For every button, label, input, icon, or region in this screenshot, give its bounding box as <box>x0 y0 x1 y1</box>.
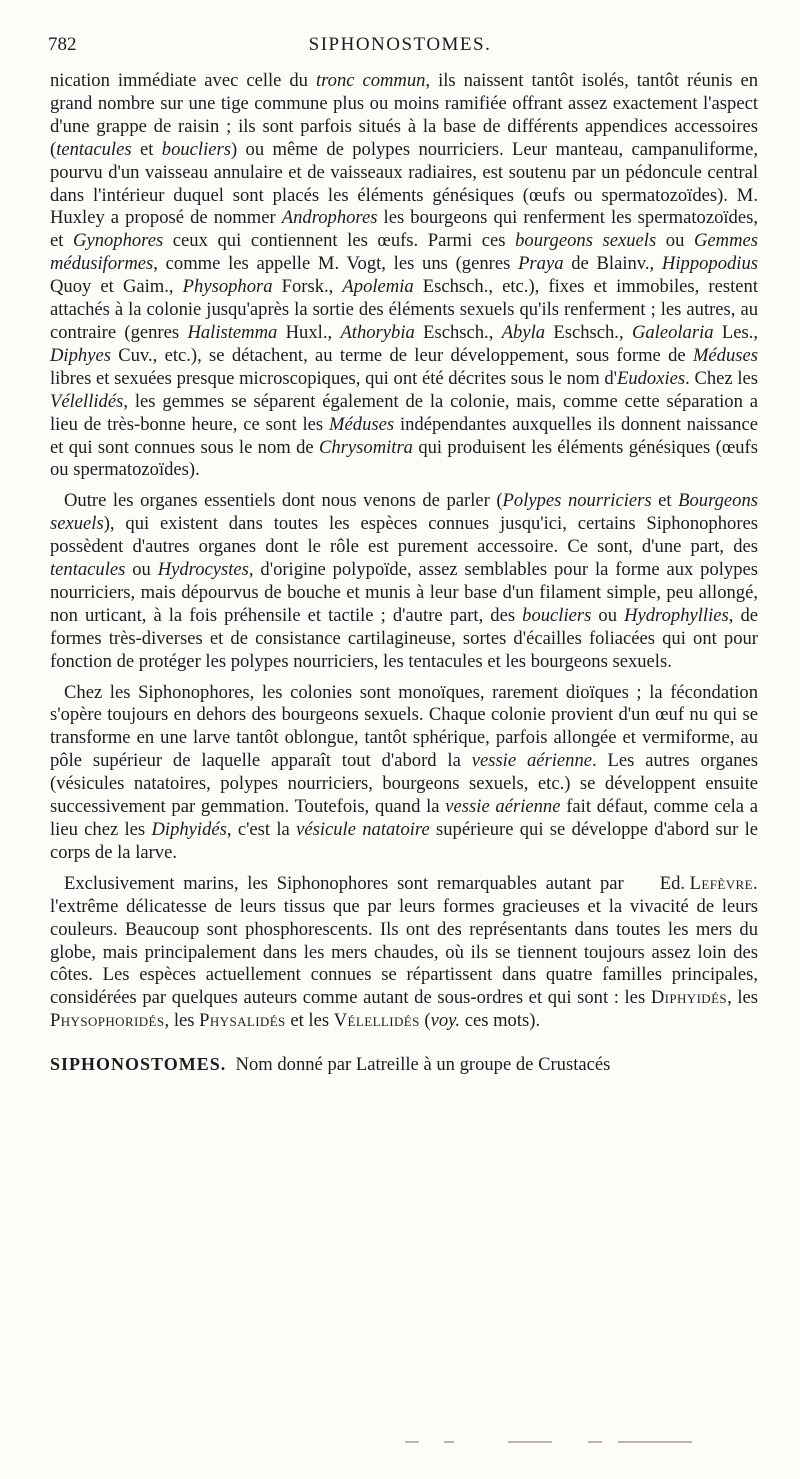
text-run: , c'est la <box>226 819 297 840</box>
text-run: ces mots). <box>460 1010 541 1032</box>
italic-term: Galeolaria <box>631 321 714 343</box>
text-run: Eschsch., <box>414 321 502 343</box>
italic-term: Polypes nourriciers <box>502 490 652 512</box>
italic-term: vessie aérienne <box>471 750 593 772</box>
page-header <box>48 34 752 58</box>
italic-term: Apolemia <box>342 276 414 298</box>
italic-term: Méduses <box>329 413 395 435</box>
paragraph-4 <box>50 873 758 1033</box>
paragraph-1 <box>50 70 758 482</box>
italic-term: Diphyidés <box>151 819 227 840</box>
print-specks <box>0 1438 800 1446</box>
entry-text: Nom donné par Latreille à un groupe de Crustacés <box>235 1054 611 1076</box>
text-run: ou <box>591 604 625 626</box>
text-run: indépendantes auxquelles ils donnent naissance et qui sont connues sous le nom de <box>50 413 758 458</box>
page-number: 782 <box>48 34 77 55</box>
text-run: Cuv., etc.), se détachent, au terme de leur développement, sous forme de <box>110 344 693 366</box>
italic-term: Vélellidés <box>50 390 124 412</box>
text-run: ceux qui contiennent les œufs. Parmi ces <box>163 230 516 252</box>
next-entry <box>50 1053 758 1077</box>
text-run: qui produisent les éléments génésiques (œufs ou spermatozoïdes). <box>50 436 758 481</box>
italic-term: Praya <box>518 253 564 275</box>
family-name: Physophoridés <box>50 1010 165 1032</box>
text-body <box>50 70 758 1077</box>
text-run: ) ou même de polypes nourriciers. Leur manteau, campanuliforme, pourvu d'un vaisseau annulaire et de vaisseaux radiaires, est soutenu par un pédoncule central dans l'intérieur duquel sont placés les éléments génésiques (œufs ou spermatozoïdes). M. Huxley a proposé de nommer <box>50 138 758 229</box>
author-signature: Ed. Lefèvre. <box>659 872 758 894</box>
italic-term: tentacules <box>56 138 132 160</box>
text-run: Forsk., <box>272 276 343 298</box>
text-run: Huxl., <box>277 321 341 343</box>
italic-term: Eudoxies <box>616 367 686 389</box>
italic-term: boucliers <box>161 138 231 160</box>
text-run: supérieure qui se développe d'abord sur le corps de la larve. <box>50 819 758 863</box>
text-run: libres et sexuées presque microscopiques, qui ont été décrites sous le nom d' <box>50 367 617 389</box>
family-name: Diphyidés <box>650 987 728 1009</box>
italic-term: Chrysomitra <box>318 436 413 458</box>
italic-term: tronc commun <box>315 70 426 91</box>
text-run: et <box>131 138 162 160</box>
italic-term: Bourgeons sexuels <box>50 490 759 535</box>
text-run: et les <box>285 1010 334 1032</box>
italic-term: Hydrocystes <box>157 559 249 581</box>
text-run: . Les autres organes (vésicules natatoires, polypes nourriciers, bourgeons sexuels, etc.) se développent ensuite successivement par gemmation. Toutefois, quand la <box>50 750 758 818</box>
italic-term: vésicule natatoire <box>296 819 430 840</box>
text-run: ou <box>125 559 158 581</box>
text-run: , de formes très-diverses et de consistance cartilagineuse, sortes d'écailles foliacées qui ont pour fonction de protéger les polypes nourriciers, les tentacules et les bourgeons sexuels. <box>50 604 758 672</box>
text-run: , les <box>727 987 759 1009</box>
text-run: Outre les organes essentiels dont nous venons de parler ( <box>64 490 503 512</box>
text-run: , comme les appelle M. Vogt, les uns (genres <box>153 253 519 275</box>
text-run: ou <box>656 230 694 252</box>
text-run: et <box>651 490 679 512</box>
text-run: Eschsch., <box>545 321 632 343</box>
italic-term: Physophora <box>182 276 273 298</box>
italic-term: vessie aérienne <box>445 796 561 818</box>
italic-term: tentacules <box>50 559 126 581</box>
italic-term: voy. <box>430 1010 461 1032</box>
italic-term: Gemmes médusiformes <box>50 230 758 275</box>
text-run: Quoy et Gaim., <box>50 276 183 298</box>
text-run: . Chez les <box>685 367 758 389</box>
italic-term: Androphores <box>281 207 378 229</box>
entry-headword: SIPHONOSTOMES. <box>50 1054 227 1075</box>
text-run: , les gemmes se séparent également de la colonie, mais, comme cette séparation a lieu de très-bonne heure, ce sont les <box>50 390 758 435</box>
italic-term: Hydrophyllies <box>624 604 729 626</box>
paragraph-2 <box>50 490 758 673</box>
italic-term: Abyla <box>501 321 546 343</box>
text-run: ( <box>419 1010 431 1032</box>
italic-term: Diphyes <box>50 344 111 366</box>
text-run: ), qui existent dans toutes les espèces connues jusqu'ici, certains Siphonophores possèdent d'autres organes dont le rôle est purement accessoire. Ce sont, d'une part, des <box>50 513 758 558</box>
family-name: Physalidés <box>199 1010 286 1032</box>
text-run: , d'origine polypoïde, assez semblables pour la forme aux polypes nourriciers, mais dépourvus de bouche et munis à leur base d'un filament simple, peu allongé, non urticant, à la fois préhensile et tactile ; d'autre part, des <box>50 559 759 626</box>
italic-term: Hippopodius <box>661 253 758 275</box>
text-run: , les <box>164 1010 200 1032</box>
italic-term: boucliers <box>522 604 592 626</box>
italic-term: Méduses <box>692 344 758 366</box>
text-run: nication immédiate avec celle du <box>50 70 316 91</box>
italic-term: Halistemma <box>187 321 278 343</box>
running-head: SIPHONOSTOMES. <box>308 34 492 55</box>
text-run: Exclusivement marins, les Siphonophores sont remarquables autant par l'extrême délicatesse de leurs tissus que par leurs formes gracieuses et la vivacité de leurs couleurs. Beaucoup sont phosphorescents. Ils ont des représentants dans toutes les mers du globe, mais principalement dans les mers chaudes, où ils se tiennent toujours assez loin des côtes. Les espèces actuellement connues se répartissent dans quatre familles principales, considérées par quelques auteurs comme autant de sous-ordres et qui sont : les <box>50 872 758 1009</box>
italic-term: Athorybia <box>340 321 415 343</box>
italic-term: Gynophores <box>73 230 164 252</box>
text-run: fait défaut, comme cela a lieu chez les <box>50 796 758 840</box>
family-name: Vélellidés <box>333 1010 420 1032</box>
text-run: , ils naissent tantôt isolés, tantôt réunis en grand nombre sur une tige commune plus ou moins ramifiée offrant assez exactement l'aspect d'une grappe de raisin ; ils sont parfois situés à la base de différents appendices accessoires ( <box>50 70 759 160</box>
text-run: Les., <box>713 321 759 343</box>
text-run: les bourgeons qui renferment les spermatozoïdes, et <box>50 207 758 252</box>
italic-term: bourgeons sexuels <box>515 230 657 252</box>
text-run: de Blainv., <box>563 253 662 275</box>
paragraph-3 <box>50 682 758 865</box>
text-run: Eschsch., etc.), fixes et immobiles, restent attachés à la colonie jusqu'après la sortie des éléments sexuels qu'ils renferment ; les autres, au contraire (genres <box>50 276 758 343</box>
text-run: Chez les Siphonophores, les colonies sont monoïques, rarement dioïques ; la fécondation s'opère toujours en dehors des bourgeons sexuels. Chaque colonie provient d'un œuf nu qui se transforme en une larve tantôt oblongue, tantôt sphérique, parfois allongée et vermiforme, au pôle supérieur de laquelle apparaît tout d'abord la <box>50 681 758 772</box>
